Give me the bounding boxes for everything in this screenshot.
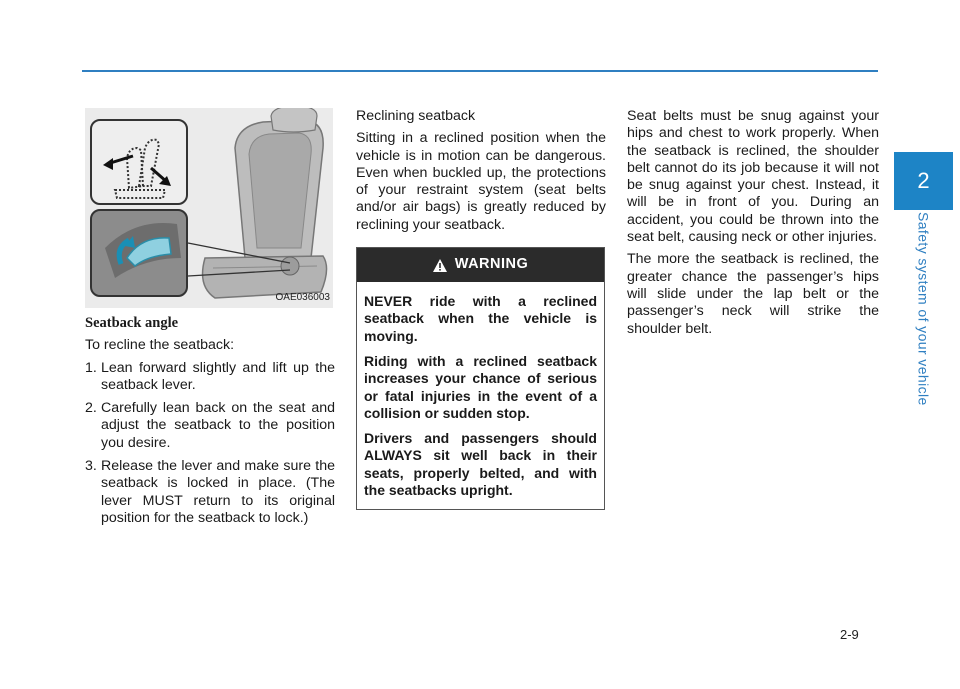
list-item: 3. Release the lever and make sure the seatback is locked in place. (The lever MUST return to its original position for the seatback to lock.) xyxy=(85,458,335,526)
subheading-reclining-seatback: Reclining seatback xyxy=(356,108,476,124)
section-heading-seatback-angle: Seatback angle xyxy=(85,315,179,331)
steps-intro: To recline the seatback: xyxy=(85,337,235,354)
section-title: Safety system of your vehicle xyxy=(915,212,932,406)
seat-recline-figure xyxy=(85,108,333,308)
section-title-vertical xyxy=(894,212,953,412)
list-item: 2. Carefully lean back on the seat and adjust the seatback to the position you desire. xyxy=(85,400,335,451)
list-item: 1. Lean forward slightly and lift up the seatback lever. xyxy=(85,359,335,393)
seatbelt-paragraph: Seat belts must be snug against your hips and chest to work properly. When the seatback is reclined, the shoulder belt cannot do its job because it will not be snug against your chest. Instead, it will be in front of you. During an accident, you could be thrown into the seat belt, causing neck or other injuries. xyxy=(627,108,879,246)
section-number-tab: 2 xyxy=(894,152,953,210)
recline-steps-list xyxy=(85,360,335,528)
column-2 xyxy=(356,108,606,510)
warning-header xyxy=(357,248,604,282)
warning-box xyxy=(356,247,605,510)
reclining-body-text: Sitting in a reclined position when the vehicle is in motion can be dangerous. Even when buckled up, the protections of your restraint system (seat belts and/or air bags) is greatly reduced by reclining your seatback. xyxy=(356,130,606,233)
page-number: 2-9 xyxy=(840,627,859,642)
warning-paragraph: NEVER ride with a reclined seatback when the vehicle is moving. xyxy=(364,293,597,344)
warning-body xyxy=(357,282,604,509)
warning-triangle-icon xyxy=(433,259,447,272)
warning-title: WARNING xyxy=(454,256,529,273)
warning-paragraph: Riding with a reclined seatback increases your chance of serious or fatal injuries in the event of a collision or sudden stop. xyxy=(364,352,597,421)
seat-recline-illustration xyxy=(85,108,333,308)
seatbelt-paragraph: The more the seatback is reclined, the greater chance the passenger’s hips will slide under the lap belt or the passenger’s neck will strike the shoulder belt. xyxy=(627,251,879,337)
column-3 xyxy=(627,108,879,343)
column-1 xyxy=(85,108,335,533)
figure-code: OAE036003 xyxy=(275,291,330,303)
warning-paragraph: Drivers and passengers should ALWAYS sit well back in their seats, properly belted, and with the seatbacks upright. xyxy=(364,430,597,499)
header-rule xyxy=(82,70,878,72)
